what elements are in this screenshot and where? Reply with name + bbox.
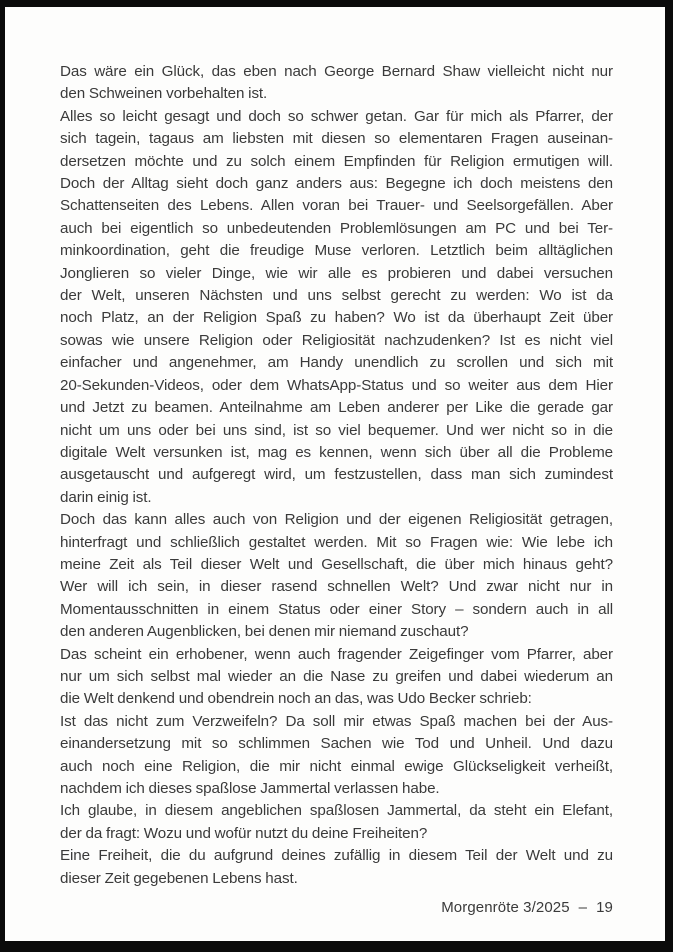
text-line: sowas wie unsere Religion oder Religiosität nachzudenken? Ist es nicht viel bbox=[60, 331, 613, 349]
text-line: 20-Sekunden-Videos, oder dem WhatsApp-Status und so weiter aus dem Hier bbox=[60, 376, 613, 394]
text-line: minkoordination, geht die freudige Muse verloren. Letztlich beim alltäglichen bbox=[60, 242, 613, 260]
text-line: Jonglieren so vieler Dinge, wie wir alle es probieren und dabei versuchen bbox=[60, 264, 613, 282]
text-line: Alles so leicht gesagt und doch so schwer getan. Gar für mich als Pfarrer, der bbox=[60, 107, 613, 125]
text-line: ausgetauscht und aufgeregt wird, um festzustellen, dass man sich zumindest bbox=[60, 466, 613, 484]
paragraph bbox=[60, 845, 613, 890]
paragraph bbox=[60, 644, 613, 711]
text-line: einandersetzung mit so schlimmen Sachen wie Tod und Unheil. Und dazu bbox=[60, 735, 613, 753]
article-body bbox=[60, 61, 613, 890]
text-line: den Schweinen vorbehalten ist. bbox=[60, 85, 268, 103]
paragraph bbox=[60, 509, 613, 643]
text-line: Schattenseiten des Lebens. Allen voran bei Trauer- und Seelsorgefällen. Aber bbox=[60, 197, 613, 215]
text-line: Das wäre ein Glück, das eben nach George Bernard Shaw vielleicht nicht nur bbox=[60, 63, 613, 80]
paragraph bbox=[60, 711, 613, 801]
text-line: Das scheint ein erhobener, wenn auch fragender Zeigefinger vom Pfarrer, aber bbox=[60, 645, 613, 663]
page-number: 19 bbox=[596, 899, 613, 917]
text-line: meine Zeit als Teil dieser Welt und Gesellschaft, die über mich hinaus geht? bbox=[60, 555, 613, 573]
text-line: Ist das nicht zum Verzweifeln? Da soll mir etwas Spaß machen bei der Aus- bbox=[60, 712, 613, 730]
text-line: dersetzen möchte und zu solch einem Empfinden für Religion ermutigen will. bbox=[60, 152, 613, 170]
text-line: nachdem ich dieses spaßlose Jammertal verlassen habe. bbox=[60, 780, 440, 797]
text-line: sich tagein, tagaus am liebsten mit diesen so elementaren Fragen auseinan- bbox=[60, 130, 613, 148]
text-line: Doch das kann alles auch von Religion und der eigenen Religiosität getragen, bbox=[60, 511, 613, 529]
text-line: digitale Welt versunken ist, mag es kennen, wenn sich über all die Probleme bbox=[60, 443, 613, 461]
paragraph bbox=[60, 800, 613, 845]
document-page bbox=[5, 7, 665, 941]
text-line: hinterfragt und schließlich gestaltet werden. Mit so Fragen wie: Wie lebe ich bbox=[60, 533, 613, 551]
text-line: Doch der Alltag sieht doch ganz anders aus: Begegne ich doch meistens den bbox=[60, 175, 613, 193]
paragraph bbox=[60, 61, 613, 106]
footer-separator: – bbox=[578, 899, 588, 917]
text-line: nur um sich selbst mal wieder an die Nase zu greifen und dabei wiederum an bbox=[60, 667, 613, 685]
text-line: auch noch eine Religion, die mir nicht einmal ewige Glückseligkeit verheißt, bbox=[60, 757, 613, 775]
text-line: Wer will ich sein, in dieser rasend schnellen Welt? Und zwar nicht nur in bbox=[60, 578, 613, 596]
text-line: einfacher und angenehmer, am Handy unendlich zu scrollen und sich mit bbox=[60, 354, 613, 372]
text-line: noch Platz, an der Religion Spaß zu haben? Wo ist da überhaupt Zeit über bbox=[60, 309, 613, 327]
paragraph bbox=[60, 106, 613, 509]
text-line: Ich glaube, in diesem angeblichen spaßlosen Jammertal, da steht ein Elefant, bbox=[60, 802, 613, 820]
text-line: auch bei eigentlich so unbedeutenden Problemlösungen am PC und bei Ter- bbox=[60, 219, 613, 237]
article-content bbox=[60, 61, 613, 919]
journal-title: Morgenröte 3/2025 bbox=[441, 899, 570, 917]
text-line: die Welt denkend und obendrein noch an das, was Udo Becker schrieb: bbox=[60, 690, 532, 708]
text-line: nicht um uns oder bei uns sind, ist so viel bequemer. Und wer nicht so in die bbox=[60, 421, 613, 439]
text-line: darin einig ist. bbox=[60, 488, 152, 506]
text-line: und Jetzt zu beamen. Anteilnahme am Leben anderer per Like die gerade gar bbox=[60, 399, 613, 417]
text-line: Momentausschnitten in einem Status oder einer Story – sondern auch in all bbox=[60, 600, 613, 618]
text-line: der Welt, unseren Nächsten und uns selbst gerecht zu werden: Wo ist da bbox=[60, 287, 613, 305]
text-line: den anderen Augenblicken, bei denen mir niemand zuschaut? bbox=[60, 623, 469, 641]
text-line: dieser Zeit gegebenen Lebens hast. bbox=[60, 869, 298, 887]
text-line: Eine Freiheit, die du aufgrund deines zufällig in diesem Teil der Welt und zu bbox=[60, 847, 613, 865]
page-footer bbox=[60, 897, 613, 919]
text-line: der da fragt: Wozu und wofür nutzt du deine Freiheiten? bbox=[60, 824, 428, 842]
